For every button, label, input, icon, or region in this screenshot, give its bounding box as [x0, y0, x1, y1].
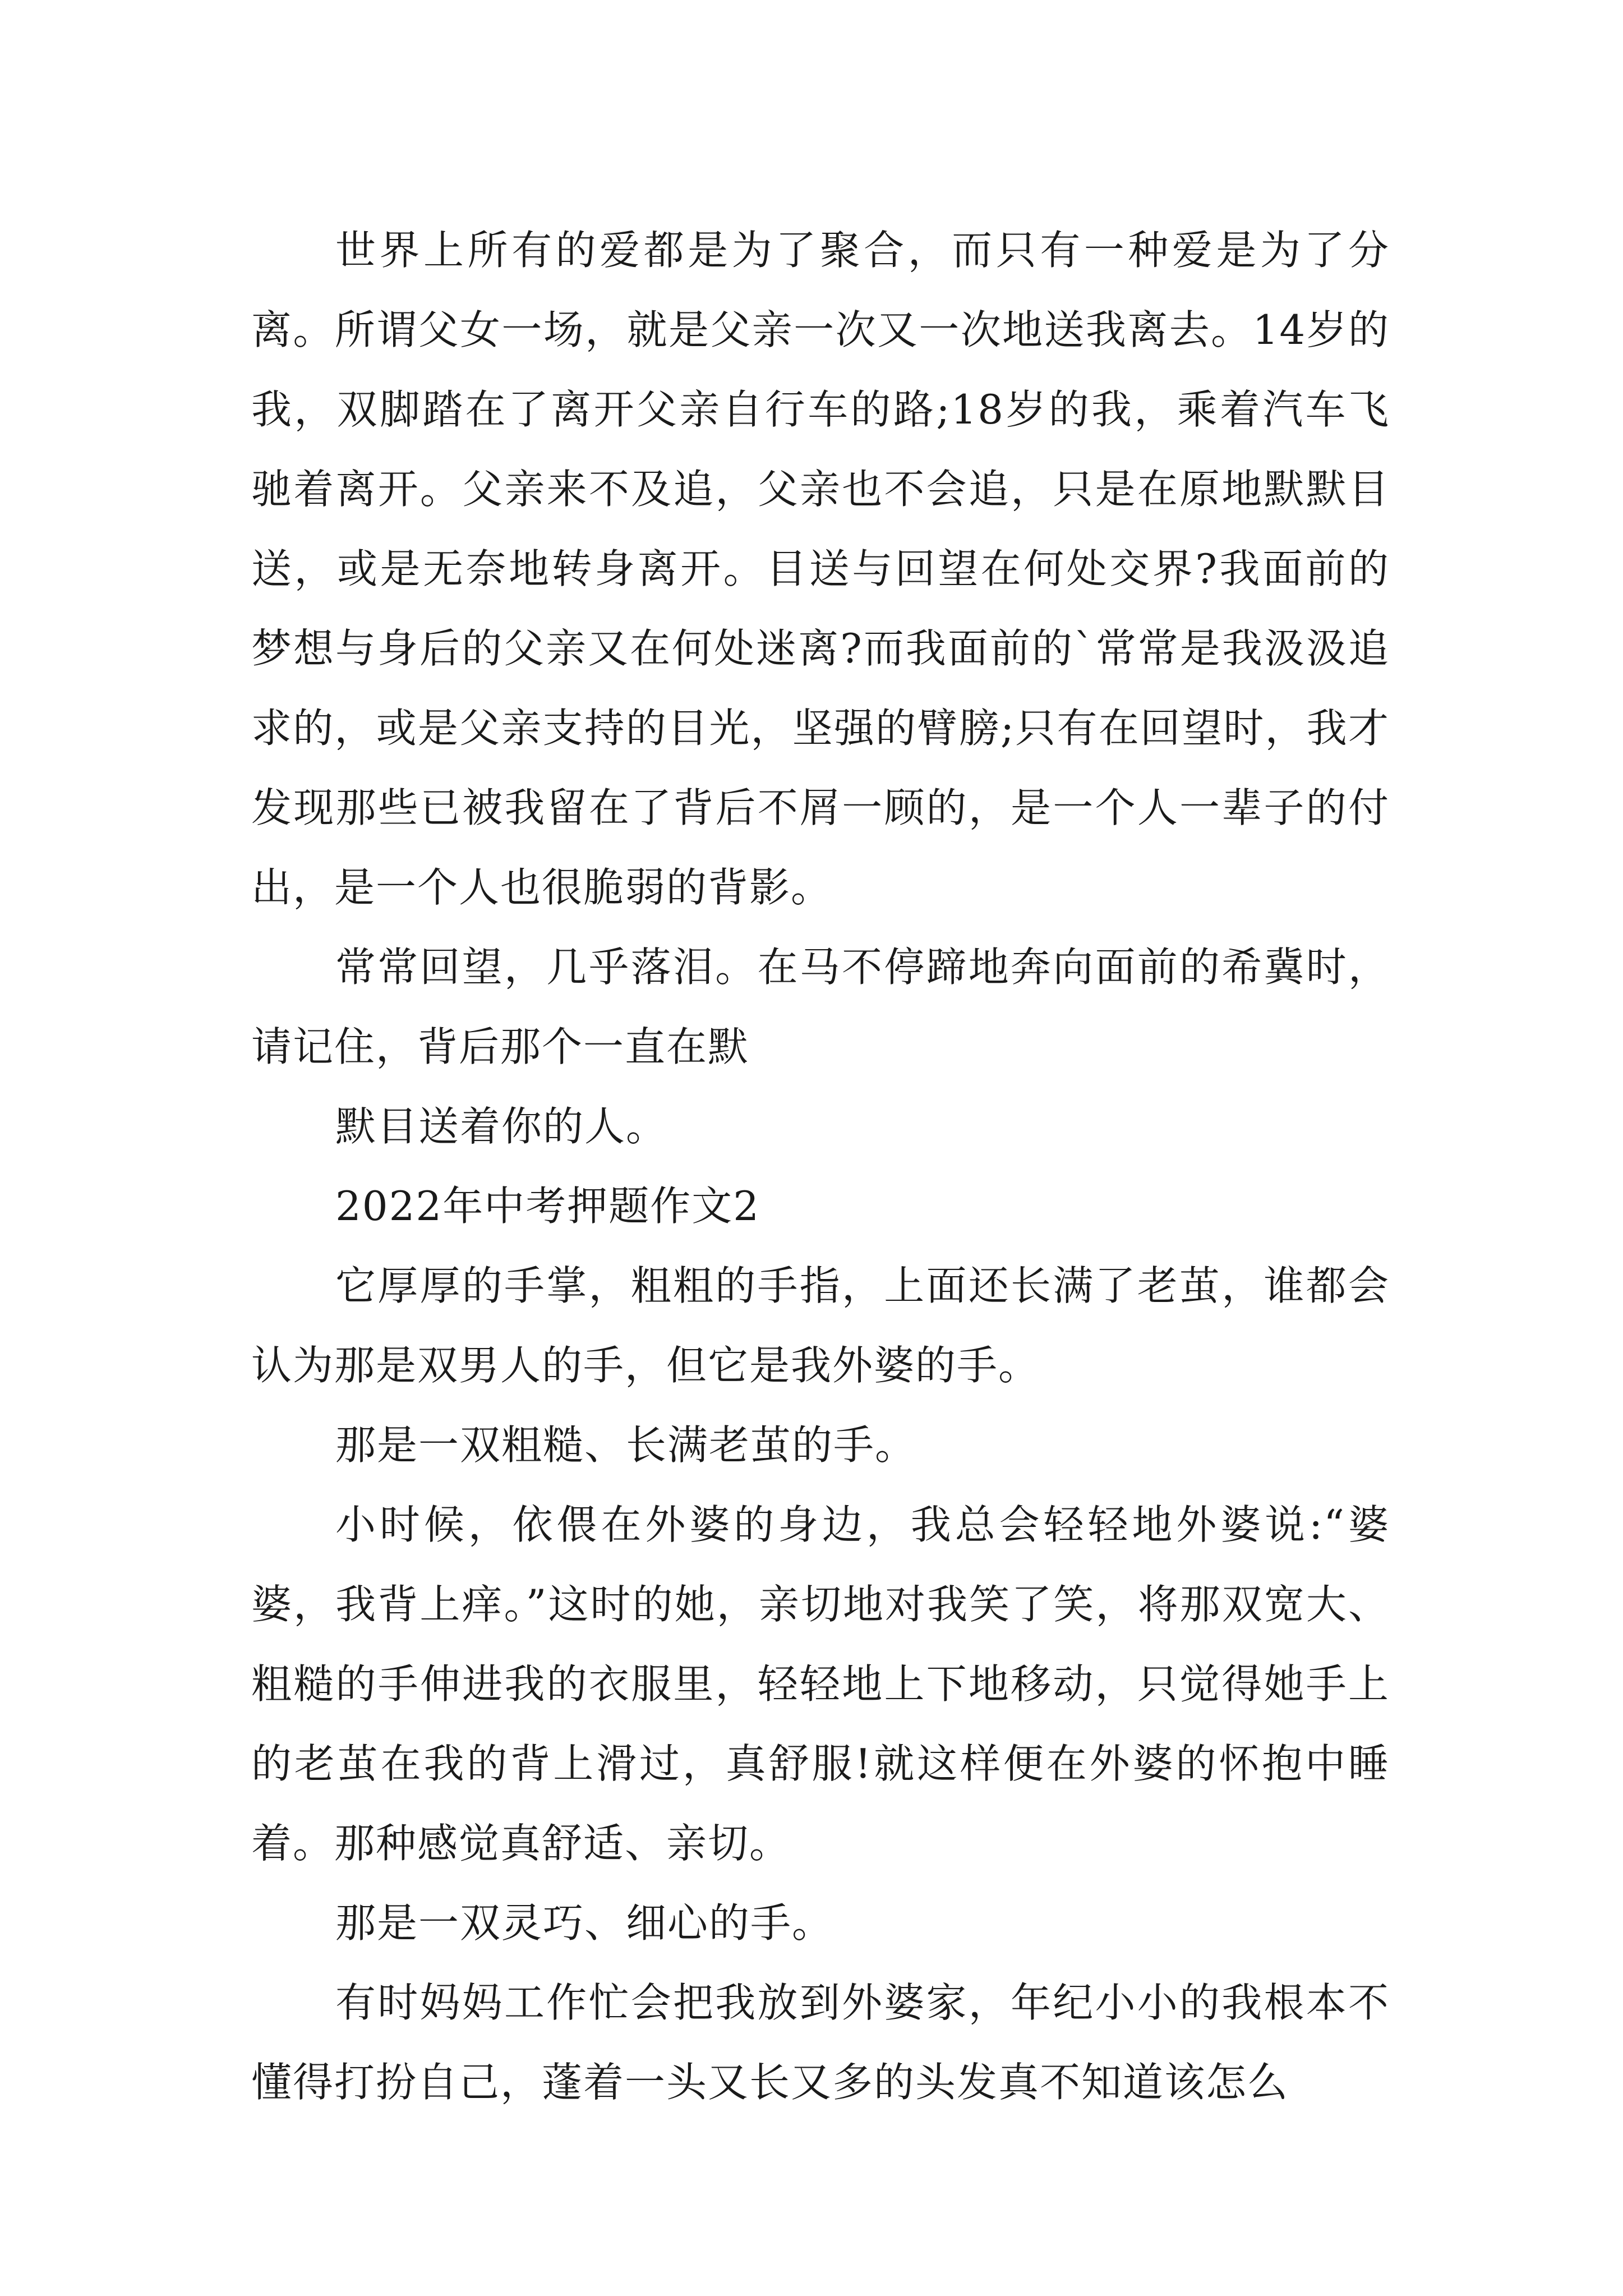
paragraph-4: 它厚厚的手掌，粗粗的手指，上面还长满了老茧，谁都会认为那是双男人的手，但它是我外婆的手。 [251, 1262, 1390, 1389]
document-body [251, 210, 1390, 2122]
paragraph-2: 常常回望，几乎落泪。在马不停蹄地奔向面前的希冀时，请记住，背后那个一直在默 [251, 944, 1390, 1070]
paragraph-5: 那是一双粗糙、长满老茧的手。 [335, 1421, 917, 1469]
paragraph-3: 默目送着你的人。 [335, 1103, 668, 1150]
paragraph-1: 世界上所有的爱都是为了聚合，而只有一种爱是为了分离。所谓父女一场，就是父亲一次又一次地送我离去。14岁的我，双脚踏在了离开父亲自行车的路;18岁的我，乘着汽车飞驰着离开。父亲来不及追，父亲也不会追，只是在原地默默目送，或是无奈地转身离开。目送与回望在何处交界?我面前的梦想与身后的父亲又在何处迷离?而我面前的`常常是我汲汲追求的，或是父亲支持的目光，坚强的臂膀;只有在回望时，我才发现那些已被我留在了背后不屑一顾的，是一个人一辈子的付出，是一个人也很脆弱的背影。 [251, 227, 1390, 911]
paragraph-8: 有时妈妈工作忙会把我放到外婆家，年纪小小的我根本不懂得打扮自己，蓬着一头又长又多的头发真不知道该怎么 [251, 1979, 1390, 2106]
paragraph-6: 小时候，依偎在外婆的身边，我总会轻轻地外婆说:“婆婆，我背上痒。”这时的她，亲切地对我笑了笑，将那双宽大、粗糙的手伸进我的衣服里，轻轻地上下地移动，只觉得她手上的老茧在我的背上滑过，真舒服!就这样便在外婆的怀抱中睡着。那种感觉真舒适、亲切。 [251, 1501, 1390, 1867]
paragraph-7: 那是一双灵巧、细心的手。 [335, 1899, 834, 1947]
section-heading: 2022年中考押题作文2 [335, 1182, 760, 1230]
